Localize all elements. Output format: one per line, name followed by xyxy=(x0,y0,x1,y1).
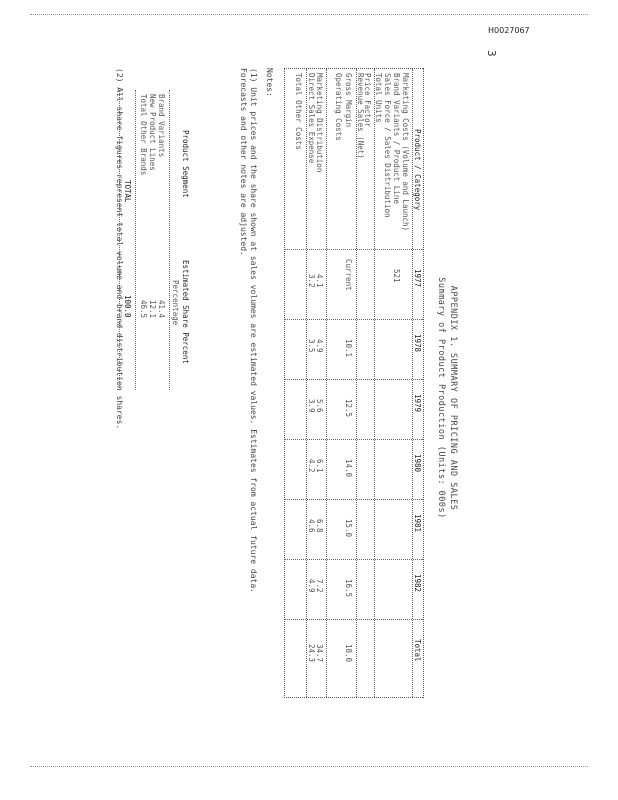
table-cell: Current xyxy=(344,259,353,291)
note-line: (2) All share figures represent total volume and brand distribution shares. xyxy=(115,68,124,430)
table-col-rule xyxy=(285,319,423,320)
subtable-subheader: Percentage xyxy=(171,280,180,326)
table-col-rule xyxy=(285,619,423,620)
notes-label: Notes: xyxy=(265,68,274,97)
document-subtitle: Summary of Product Production (Units: 000s) xyxy=(436,277,446,519)
table-cell: 34.7 xyxy=(315,644,324,663)
subtable-total-label: TOTAL xyxy=(123,180,132,203)
table-col-rule xyxy=(285,249,423,250)
page-number: 3 xyxy=(485,50,498,57)
table-cell: 521 xyxy=(392,269,401,283)
table-row-label: Sales Force / Sales Distribution xyxy=(383,73,392,218)
subtable-row-label: Total Other Brands xyxy=(139,94,148,176)
subtable-header-cell: Estimated Share Percent xyxy=(181,260,190,364)
note-line: (1) Unit prices and the share shown at sales volumes are estimated values. Estimates from actual future data. xyxy=(249,68,258,593)
table-rule xyxy=(374,69,375,697)
table-cell: 10.1 xyxy=(344,339,353,358)
table-rule xyxy=(356,69,357,697)
table-row-label: Total Other Costs xyxy=(294,73,303,150)
table-rule xyxy=(326,69,327,697)
table-row-label: Total Units xyxy=(374,73,383,123)
bottom-scan-edge xyxy=(30,766,588,767)
table-header-cell: 1981 xyxy=(413,514,422,533)
table-cell: 7.2 xyxy=(315,579,324,593)
table-cell: 18.0 xyxy=(344,644,353,663)
table-col-rule xyxy=(285,439,423,440)
table-col-rule xyxy=(285,559,423,560)
document-title: APPENDIX 1. SUMMARY OF PRICING AND SALES xyxy=(448,285,458,511)
table-row-label: Marketing Costs (Volume and Launch) xyxy=(401,73,410,232)
table-cell: 3.5 xyxy=(307,339,316,353)
table-row-label: Price Factor xyxy=(363,73,372,128)
table-row-label: Brand Variants / Product Line xyxy=(392,73,401,204)
subtable-cell: 12.1 xyxy=(148,300,157,319)
table-cell: 15.0 xyxy=(344,519,353,538)
subtable-header-cell: Product Segment xyxy=(181,130,190,198)
note-line: Forecasts and other notes are adjusted. xyxy=(239,68,248,256)
table-cell: 4.9 xyxy=(307,579,316,593)
table-col-rule xyxy=(285,499,423,500)
table-header-cell: Total xyxy=(413,639,422,662)
table-cell: 12.5 xyxy=(344,399,353,418)
table-cell: 3.2 xyxy=(307,274,316,288)
table-row-label: Gross Margin xyxy=(344,73,353,128)
table-cell: 4.1 xyxy=(315,274,324,288)
subtable-row-label: Brand Variants xyxy=(157,94,166,158)
subtable-cell: 41.4 xyxy=(157,300,166,319)
table-row-label: Operating Costs xyxy=(334,73,343,141)
subtable-row-label: New Product Lines xyxy=(148,94,157,171)
table-cell: 14.0 xyxy=(344,459,353,478)
table-header-cell: Product / Category xyxy=(413,129,422,211)
top-scan-edge xyxy=(30,14,588,15)
summary-table xyxy=(284,68,424,698)
table-header-cell: 1978 xyxy=(413,334,422,353)
table-cell: 16.5 xyxy=(344,579,353,598)
table-cell: 6.1 xyxy=(315,459,324,473)
document-id: H0027067 xyxy=(488,26,530,35)
table-header-cell: 1977 xyxy=(413,269,422,288)
table-row-label: Direct Sales Expense xyxy=(307,73,316,164)
table-cell: 4.6 xyxy=(307,519,316,533)
table-cell: 4.9 xyxy=(315,339,324,353)
table-cell: 3.9 xyxy=(307,399,316,413)
table-cell: 5.6 xyxy=(315,399,324,413)
rotated-page-content xyxy=(110,68,470,728)
table-header-cell: 1982 xyxy=(413,574,422,593)
share-subtable xyxy=(110,90,194,390)
table-cell: 4.2 xyxy=(307,459,316,473)
table-header-cell: 1979 xyxy=(413,394,422,413)
subtable-cell: 46.5 xyxy=(139,300,148,319)
subtable-rule xyxy=(135,90,136,390)
table-header-cell: 1980 xyxy=(413,454,422,473)
subtable-total-value: 100.0 xyxy=(123,295,132,318)
table-cell: 24.3 xyxy=(307,644,316,663)
table-col-rule xyxy=(285,379,423,380)
table-row-label: Revenue Sales (Net) xyxy=(356,73,365,159)
table-cell: 6.8 xyxy=(315,519,324,533)
subtable-rule xyxy=(119,90,120,390)
table-row-label: Marketing Distribution xyxy=(315,73,324,173)
subtable-rule xyxy=(169,90,170,390)
